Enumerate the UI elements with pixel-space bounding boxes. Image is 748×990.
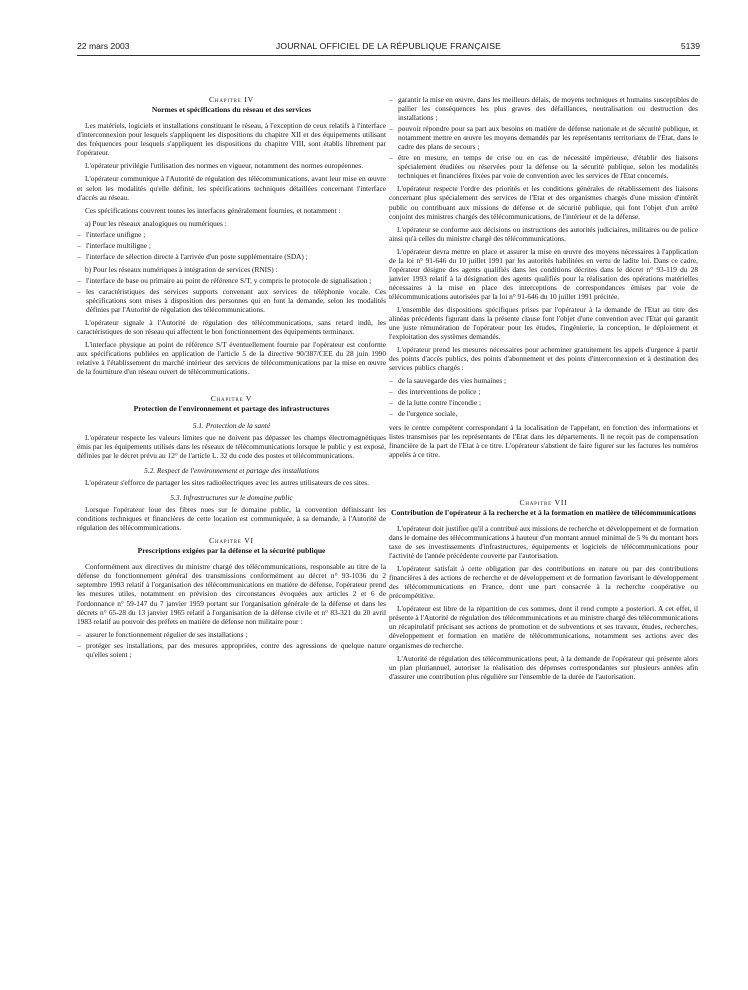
list-item: – de l'urgence sociale, bbox=[389, 409, 458, 419]
list-ch6 bbox=[77, 630, 386, 659]
list-item: – de la lutte contre l'incendie ; bbox=[389, 398, 482, 408]
paragraph: L'opérateur respecte l'ordre des priorités et les conditions générales de rétablissement des liaisons concernant plus spécialement des services de l'Etat et des organismes chargés d'une mission d'intérêt public ou contribuant aux missions de défense et de sécurité publique, qui font l'objet d'un arrêté conjoint des ministres chargés des télécommunications, de l'intérieur et de la défense. bbox=[389, 184, 698, 221]
chapter-5-title: Protection de l'environnement et partage des infrastructures bbox=[133, 404, 330, 414]
list-item: – l'interface de base ou primaire au point de référence S/T, y compris le protocole de signalisation ; bbox=[77, 275, 372, 285]
list-item: – de la sauvegarde des vies humaines ; bbox=[389, 376, 507, 386]
paragraph: L'opérateur s'efforce de partager les sites radioélectriques avec les autres utilisateurs de ces sites. bbox=[85, 477, 369, 487]
paragraph: L'opérateur privilégie l'utilisation des normes en vigueur, notamment des normes européennes. bbox=[85, 161, 364, 171]
paragraph: L'opérateur prend les mesures nécessaires pour acheminer gratuitement les appels d'urgence à partir des points d'accès publics, des points d'abonnement et des points d'interconnexion et à destination des services publics chargés : bbox=[389, 345, 698, 373]
list-item: – des interventions de police ; bbox=[389, 387, 481, 397]
paragraph: L'opérateur se conforme aux décisions ou instructions des autorités judiciaires, militaires ou de police ainsi qu'à celles du ministre chargé des télécommunications. bbox=[389, 224, 698, 243]
left-column bbox=[77, 93, 386, 663]
spacer bbox=[77, 380, 386, 392]
paragraph: vers le centre compétent correspondant à la localisation de l'appelant, en fonction des informations et listes transmises par les représentants de l'Etat dans les départements. Il ne reçoit pas de compensation financière de la part de l'Etat à ce titre. L'opérateur s'abstient de faire figurer sur les factures les numéros appelés à ce titre. bbox=[389, 422, 698, 459]
paragraph: L'opérateur satisfait à cette obligation par des contributions en nature ou par des contributions financières à des actions de recherche et de développement et de formation favorisant le développement des télécommunications en France, dont une part consacrée à la recherche coopérative ou précompétitive. bbox=[389, 564, 698, 601]
paragraph: L'opérateur doit justifier qu'il a contribué aux missions de recherche et développement et de formation dans le domaine des télécommunications à hauteur d'un montant annuel minimal de 5 % du montant hors taxe de ses investissements d'infrastructures, équipements et logiciels de télécommunications pour l'activité de l'année précédente couverte par l'autorisation. bbox=[389, 523, 698, 561]
section-5-3-title: 5.3. Infrastructures sur le domaine public bbox=[170, 492, 293, 502]
paragraph: Conformément aux directives du ministre chargé des télécommunications, responsable au titre de la défense du fonctionnement général des transmissions conformément au décret n° 93-1036 du 2 septembre 1993 relatif à l'organisation des télécommunications en matière de défense, l'opérateur prend les mesures utiles, notamment en prévision des circonstances évoquées aux articles 2 et 6 de l'ordonnance n° 59-147 du 7 janvier 1959 portant sur l'organisation générale de la défense et dans les décrets n° 65-28 du 13 janvier 1965 relatif à l'organisation de la défense civile et n° 83-321 du 20 avril 1983 relatif au pouvoir des préfets en matière de défense non militaire pour : bbox=[77, 562, 386, 626]
list-intro-a: a) Pour les réseaux analogiques ou numériques : bbox=[85, 218, 227, 228]
section-5-2-title: 5.2. Respect de l'environnement et partage des installations bbox=[144, 465, 319, 475]
chapter-7-title: Contribution de l'opérateur à la recherche et à la formation en matière de télécommunications bbox=[390, 507, 697, 517]
paragraph: Lorsque l'opérateur loue des fibres nues sur le domaine public, la convention définissant les conditions techniques et financières de cette location est communiquée, à sa demande, à l'Autorité de régulation des télécommunications. bbox=[77, 504, 386, 533]
paragraph: L'opérateur devra mettre en place et assurer la mise en œuvre des moyens nécessaires à l'application de la loi n° 91-646 du 10 juillet 1991 par les autorités habilitées en vertu de ladite loi. Dans ce cadre, l'opérateur désigne des agents qualifiés dans les conditions décrites dans le décret n° 93-119 du 28 janvier 1993 relatif à la désignation des agents qualifiés pour la réalisation des opérations matérielles nécessaires à la mise en place des interceptions de correspondances émises par voie de télécommunications autorisées par la loi n° 91-646 du 10 juillet 1991 précitée. bbox=[389, 246, 698, 301]
chapter-4-label: Chapitre IV bbox=[209, 95, 254, 104]
chapter-4-title: Normes et spécifications du réseau et des services bbox=[151, 105, 312, 115]
right-column bbox=[389, 95, 698, 685]
paragraph: Les matériels, logiciels et installations constituant le réseau, à l'exception de ceux relatifs à l'interface d'interconnexion pour lesquels s'appliquent les dispositions du chapitre XII et des équipements utilisant des fréquences pour lesquels s'appliquent les dispositions du chapitre VIII, sont établis librement par l'opérateur. bbox=[77, 121, 386, 158]
chapter-6-title: Prescriptions exigées par la défense et la sécurité publique bbox=[137, 546, 326, 556]
list-item: – l'interface de sélection directe à l'arrivée d'un poste supplémentaire (SDA) ; bbox=[77, 251, 308, 261]
header-date: 22 mars 2003 bbox=[77, 41, 130, 51]
header-rule bbox=[77, 55, 700, 56]
list-item: – protéger ses installations, par des mesures appropriées, contre des agressions de quelque nature qu'elles soient ; bbox=[77, 640, 386, 659]
list-ch6-continued bbox=[389, 95, 698, 180]
list-urgence bbox=[389, 376, 698, 418]
page-number: 5139 bbox=[680, 41, 700, 51]
chapter-7-label: Chapitre VII bbox=[519, 497, 568, 507]
section-5-1-title: 5.1. Protection de la santé bbox=[192, 420, 271, 430]
list-item: – l'interface unifigne ; bbox=[77, 229, 146, 239]
chapter-5-label: Chapitre V bbox=[210, 394, 253, 404]
paragraph: L'Autorité de régulation des télécommunications peut, à la demande de l'opérateur qui présente alors un plan pluriannuel, autoriser la réalisation des dépenses correspondantes sur plusieurs années afin d'assurer une contribution plus régulière sur l'ensemble de la durée de l'autorisation. bbox=[389, 653, 698, 681]
page-header bbox=[77, 41, 700, 55]
chapter-6-label: Chapitre VI bbox=[209, 536, 254, 546]
list-item: – les caractéristiques des services supports convenant aux services de téléphonie vocale. Ces spécifications sont mises à disposition des personnes qui en font la demande, selon les modalités définies par l'Autorité de régulation des télécommunications. bbox=[77, 286, 386, 315]
paragraph: L'opérateur respecte les valeurs limites que ne doivent pas dépasser les champs électromagnétiques émis par les équipements utilisés dans les réseaux de télécommunications lorsque le public y est exposé, définies par le décret prévu au 12° de l'article L. 32 du code des postes et télécommunications. bbox=[77, 432, 386, 460]
journal-title: JOURNAL OFFICIEL DE LA RÉPUBLIQUE FRANÇAISE bbox=[275, 41, 502, 51]
list-item: – assurer le fonctionnement régulier de ses installations ; bbox=[77, 629, 248, 639]
paragraph: L'opérateur communique à l'Autorité de régulation des télécommunications, avant leur mise en œuvre et selon les modalités qu'elle définit, les spécifications techniques détaillées concernant l'interface d'accès au réseau. bbox=[77, 174, 386, 202]
paragraph: L'interface physique au point de référence S/T éventuellement fournie par l'opérateur est conforme aux spécifications publiées en application de l'article 5 de la directive 90/387/CEE du 28 juin 1990 relative à l'établissement du marché intérieur des services de télécommunications par la mise en œuvre de la fourniture d'un réseau ouvert de télécommunications. bbox=[77, 340, 386, 377]
paragraph: L'opérateur est libre de la répartition de ces sommes, dont il rend compte a posteriori. A cet effet, il présente à l'Autorité de régulation des télécommunications et au ministre chargé des télécommunications un récapitulatif précisant ses actions de promotion et de subventions et ses travaux, études, recherches, développement et formation en matière de télécommunications, notamment ses actions avec des organismes de recherche. bbox=[389, 604, 698, 650]
list-item: – l'interface multiligne ; bbox=[77, 240, 151, 250]
list-intro-b: b) Pour les réseaux numériques à intégration de services (RNIS) : bbox=[85, 264, 278, 274]
list-item: – être en mesure, en temps de crise ou en cas de nécessité impérieuse, d'établir des liaisons spécialement étudiées ou réservées pour la défense ou la sécurité publique, selon les modalités techniques et financières fixées par voie de convention avec les services de l'Etat concernés. bbox=[389, 153, 698, 181]
list-item: – pouvoir répondre pour sa part aux besoins en matière de défense nationale et de sécurité publique, et notamment mettre en œuvre les moyens demandés par les représentants territoriaux de l'Etat, dans le cadre des plans de secours ; bbox=[389, 124, 698, 152]
list-item: – garantir la mise en œuvre, dans les meilleurs délais, de moyens techniques et humains susceptibles de pallier les conséquences les plus graves des défaillances, neutralisation ou destruction des installations ; bbox=[389, 95, 698, 123]
paragraph: Ces spécifications couvrent toutes les interfaces généralement fournies, et notamment : bbox=[85, 205, 341, 215]
paragraph: L'opérateur signale à l'Autorité de régulation des télécommunications, sans retard indû, les caractéristiques de son réseau qui affectent le bon fonctionnement des équipements terminaux. bbox=[77, 318, 386, 337]
paragraph: L'ensemble des dispositions spécifiques prises par l'opérateur à la demande de l'Etat au titre des alinéas précédents figurant dans la présente clause font l'objet d'une convention avec l'Etat qui garantit une juste rémunération de l'opérateur pour les études, l'ingénierie, la conception, le déploiement et l'exploitation des systèmes demandés. bbox=[389, 304, 698, 342]
spacer bbox=[389, 463, 698, 496]
list-b bbox=[77, 276, 386, 314]
list-a bbox=[77, 230, 386, 261]
